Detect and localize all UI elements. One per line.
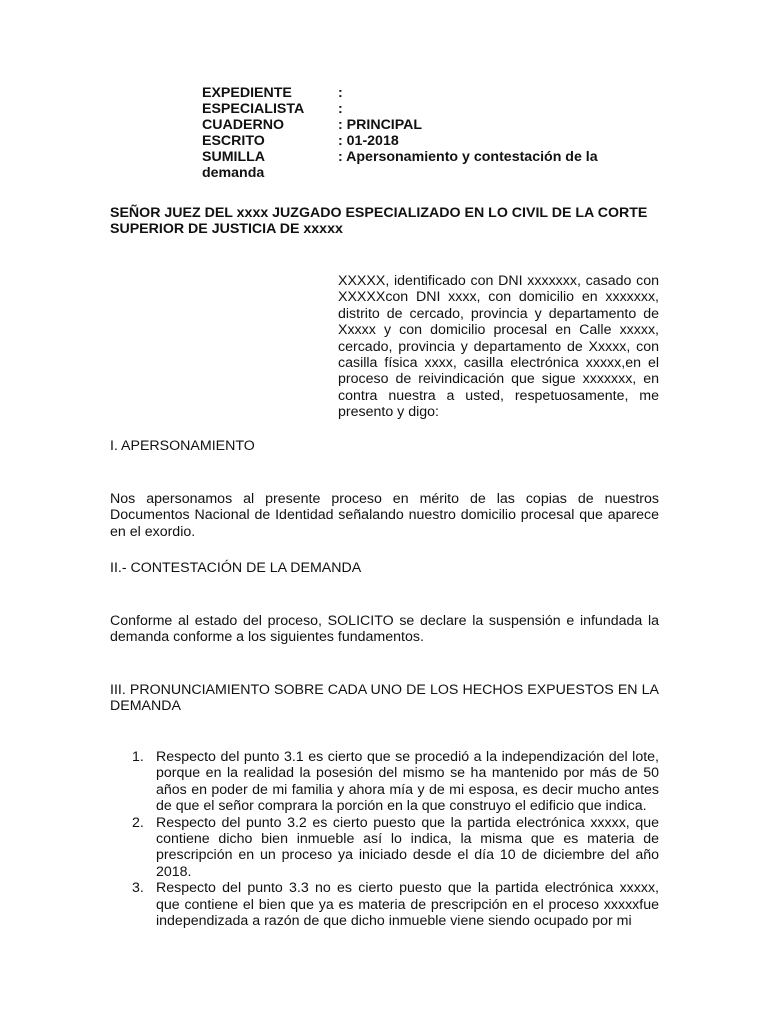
header-row-cuaderno [202, 117, 632, 133]
header-row-especialista [202, 101, 632, 117]
header-value: : [338, 85, 343, 101]
facts-list [110, 749, 659, 929]
section-heading-pronunciamiento: III. PRONUNCIAMIENTO SOBRE CADA UNO DE LOS HECHOS EXPUESTOS EN LA DEMANDA [110, 682, 659, 715]
list-item-text: Respecto del punto 3.1 es cierto que se procedió a la independización del lote, porque en la realidad la posesión del mismo se ha mantenido por más de 50 años en poder de mi familia y ahora mía y de mi esposa, es decir mucho antes de que el señor comprara la porción en la que construyo el edificio que indica. [156, 749, 659, 815]
header-sumilla-continuation: demanda [202, 165, 265, 182]
list-item [110, 749, 659, 815]
header-value: : Apersonamiento y contestación de la [338, 149, 598, 166]
list-item-text: Respecto del punto 3.3 no es cierto puesto que la partida electrónica xxxxx, que contiene el bien que ya es materia de prescripción en el proceso xxxxxfue independizada a razón de que dicho inmueble viene siendo ocupado por mi [156, 880, 659, 930]
header-label: SUMILLA [202, 149, 266, 166]
list-item-text: Respecto del punto 3.2 es cierto puesto que la partida electrónica xxxxx, que contiene dicho bien inmueble así lo indica, la misma que es materia de prescripción en un proceso ya iniciado desde el día 10 de diciembre del año 2018. [156, 814, 659, 880]
addressee-heading: SEÑOR JUEZ DEL xxxx JUZGADO ESPECIALIZADO EN LO CIVIL DE LA CORTE SUPERIOR DE JUSTICIA DE xxxxx [110, 205, 648, 238]
list-item [110, 880, 659, 929]
introduction-paragraph: XXXXX, identificado con DNI xxxxxxx, casado con XXXXXcon DNI xxxx, con domicilio en xxxxxxx, distrito de cercado, provincia y departamento de Xxxxx y con domicilio procesal en Calle xxxxx, cercado, provincia y departamento de Xxxxx, con casilla física xxxx, casilla electrónica xxxxx,en el proceso de reivindicación que sigue xxxxxxx, en contra nuestra a usted, respetuosamente, me presento y digo: [338, 273, 659, 421]
header-row-expediente [202, 85, 632, 101]
header-row-escrito [202, 133, 632, 149]
header-label: ESPECIALISTA [202, 101, 305, 118]
section-heading-contestacion: II.- CONTESTACIÓN DE LA DEMANDA [110, 560, 362, 576]
header-label: ESCRITO [202, 133, 265, 150]
header-value: : [338, 101, 343, 118]
list-item [110, 815, 659, 881]
list-number: 2. [132, 814, 144, 831]
section-heading-apersonamiento: I. APERSONAMIENTO [110, 438, 255, 454]
header-value: : 01-2018 [338, 133, 399, 150]
header-label: CUADERNO [202, 117, 284, 134]
header-label: EXPEDIENTE [202, 85, 292, 101]
list-number: 3. [132, 880, 144, 897]
header-row-sumilla [202, 149, 632, 165]
list-number: 1. [132, 749, 144, 765]
header-value: : PRINCIPAL [338, 117, 423, 134]
section-text-apersonamiento: Nos apersonamos al presente proceso en mérito de las copias de nuestros Documentos Nacional de Identidad señalando nuestro domicilio procesal que aparece en el exordio. [110, 491, 659, 540]
section-text-contestacion: Conforme al estado del proceso, SOLICITO se declare la suspensión e infundada la demanda conforme a los siguientes fundamentos. [110, 613, 659, 646]
case-header [202, 85, 632, 182]
